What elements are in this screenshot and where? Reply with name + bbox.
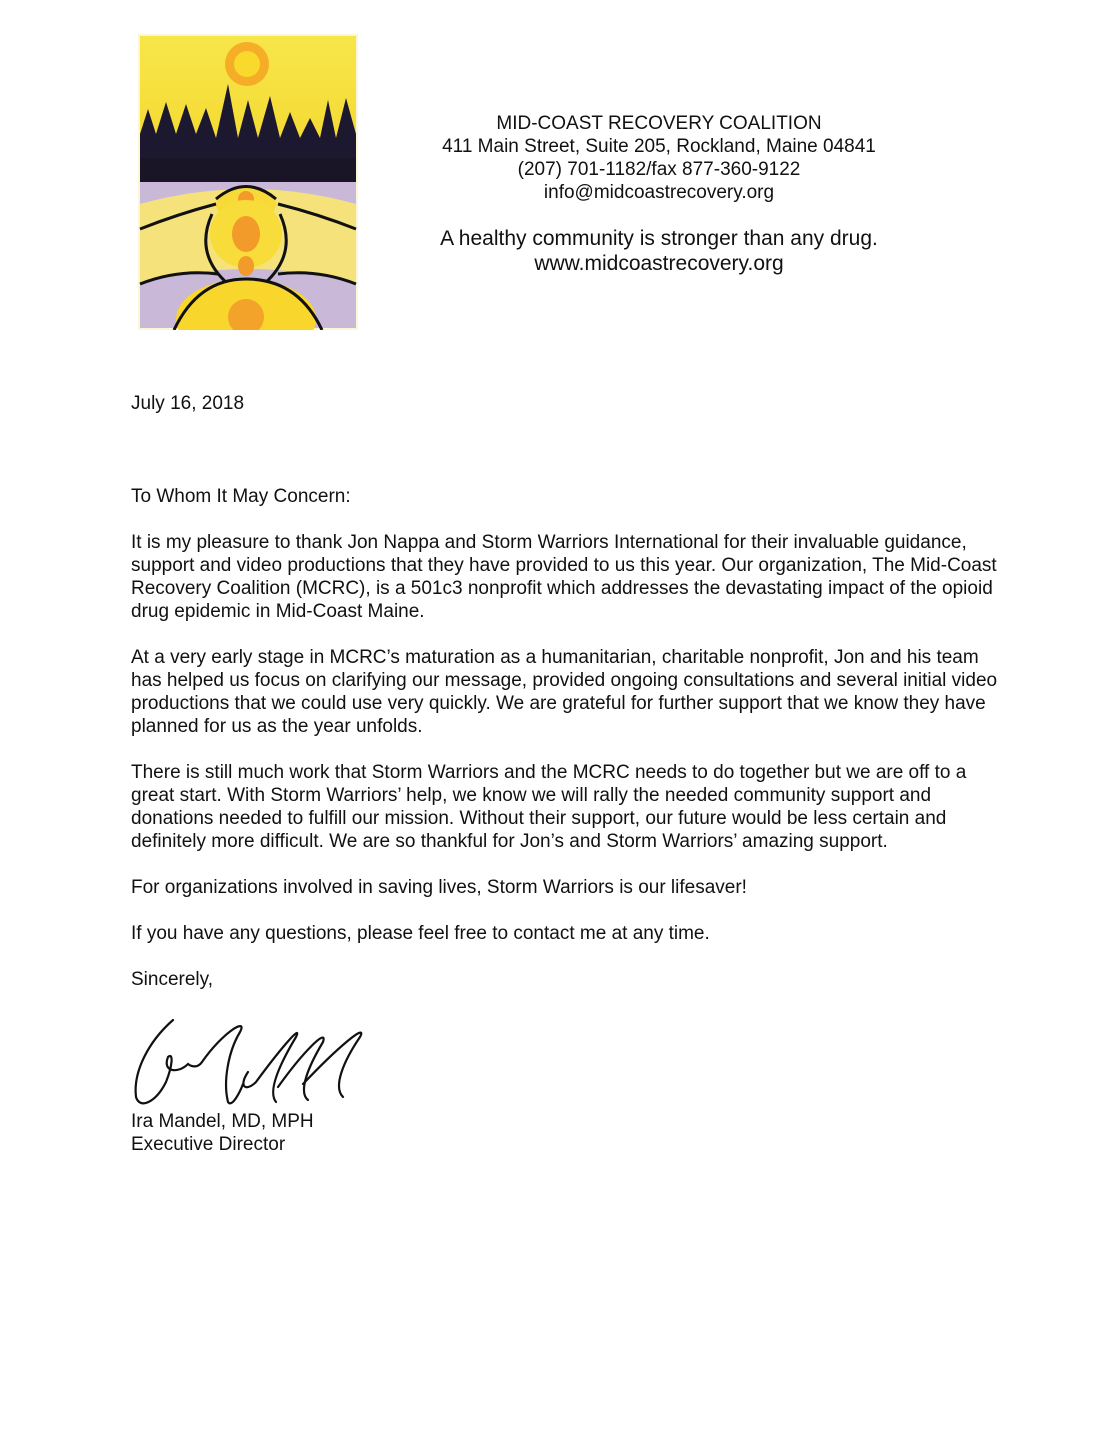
logo-painting [138, 34, 358, 330]
salutation: To Whom It May Concern: [131, 486, 351, 507]
org-name: MID-COAST RECOVERY COALITION [496, 113, 822, 134]
signer-name: Ira Mandel, MD, MPH [131, 1111, 314, 1132]
paragraph: If you have any questions, please feel free to contact me at any time. [131, 923, 710, 944]
letter-body [131, 485, 1001, 1014]
signer-block [131, 1110, 314, 1156]
paragraph: At a very early stage in MCRC’s maturation as a humanitarian, charitable nonprofit, Jon and his team has helped us focus on clarifying our message, provided ongoing consultations and several initial video productions that we could use very quickly. We are grateful for further support that we know they have planned for us as the year unfolds. [131, 647, 998, 737]
paragraph: For organizations involved in saving lives, Storm Warriors is our lifesaver! [131, 877, 747, 898]
org-email[interactable]: info@midcoastrecovery.org [543, 182, 775, 203]
paragraph: It is my pleasure to thank Jon Nappa and Storm Warriors International for their invaluable guidance, support and video productions that they have provided to us this year. Our organization, The Mid-Coast Recovery Coalition (MCRC), is a 501c3 nonprofit which addresses the devastating impact of the opioid drug epidemic in Mid-Coast Maine. [131, 532, 997, 622]
org-website[interactable]: www.midcoastrecovery.org [534, 252, 784, 275]
org-phone-fax: (207) 701-1182/fax 877-360-9122 [517, 159, 801, 180]
signer-title: Executive Director [131, 1134, 286, 1155]
org-tagline: A healthy community is stronger than any drug. [440, 227, 878, 250]
letterhead [400, 112, 918, 276]
signature [128, 1012, 398, 1112]
paragraph: There is still much work that Storm Warriors and the MCRC needs to do together but we are off to a great start. With Storm Warriors’ help, we know we will rally the needed community support and donations needed to fulfill our mission. Without their support, our future would be less certain and definitely more difficult. We are so thankful for Jon’s and Storm Warriors’ amazing support. [131, 762, 967, 852]
closing: Sincerely, [131, 969, 214, 990]
letter-date: July 16, 2018 [131, 393, 245, 414]
org-address: 411 Main Street, Suite 205, Rockland, Maine 04841 [442, 136, 876, 157]
